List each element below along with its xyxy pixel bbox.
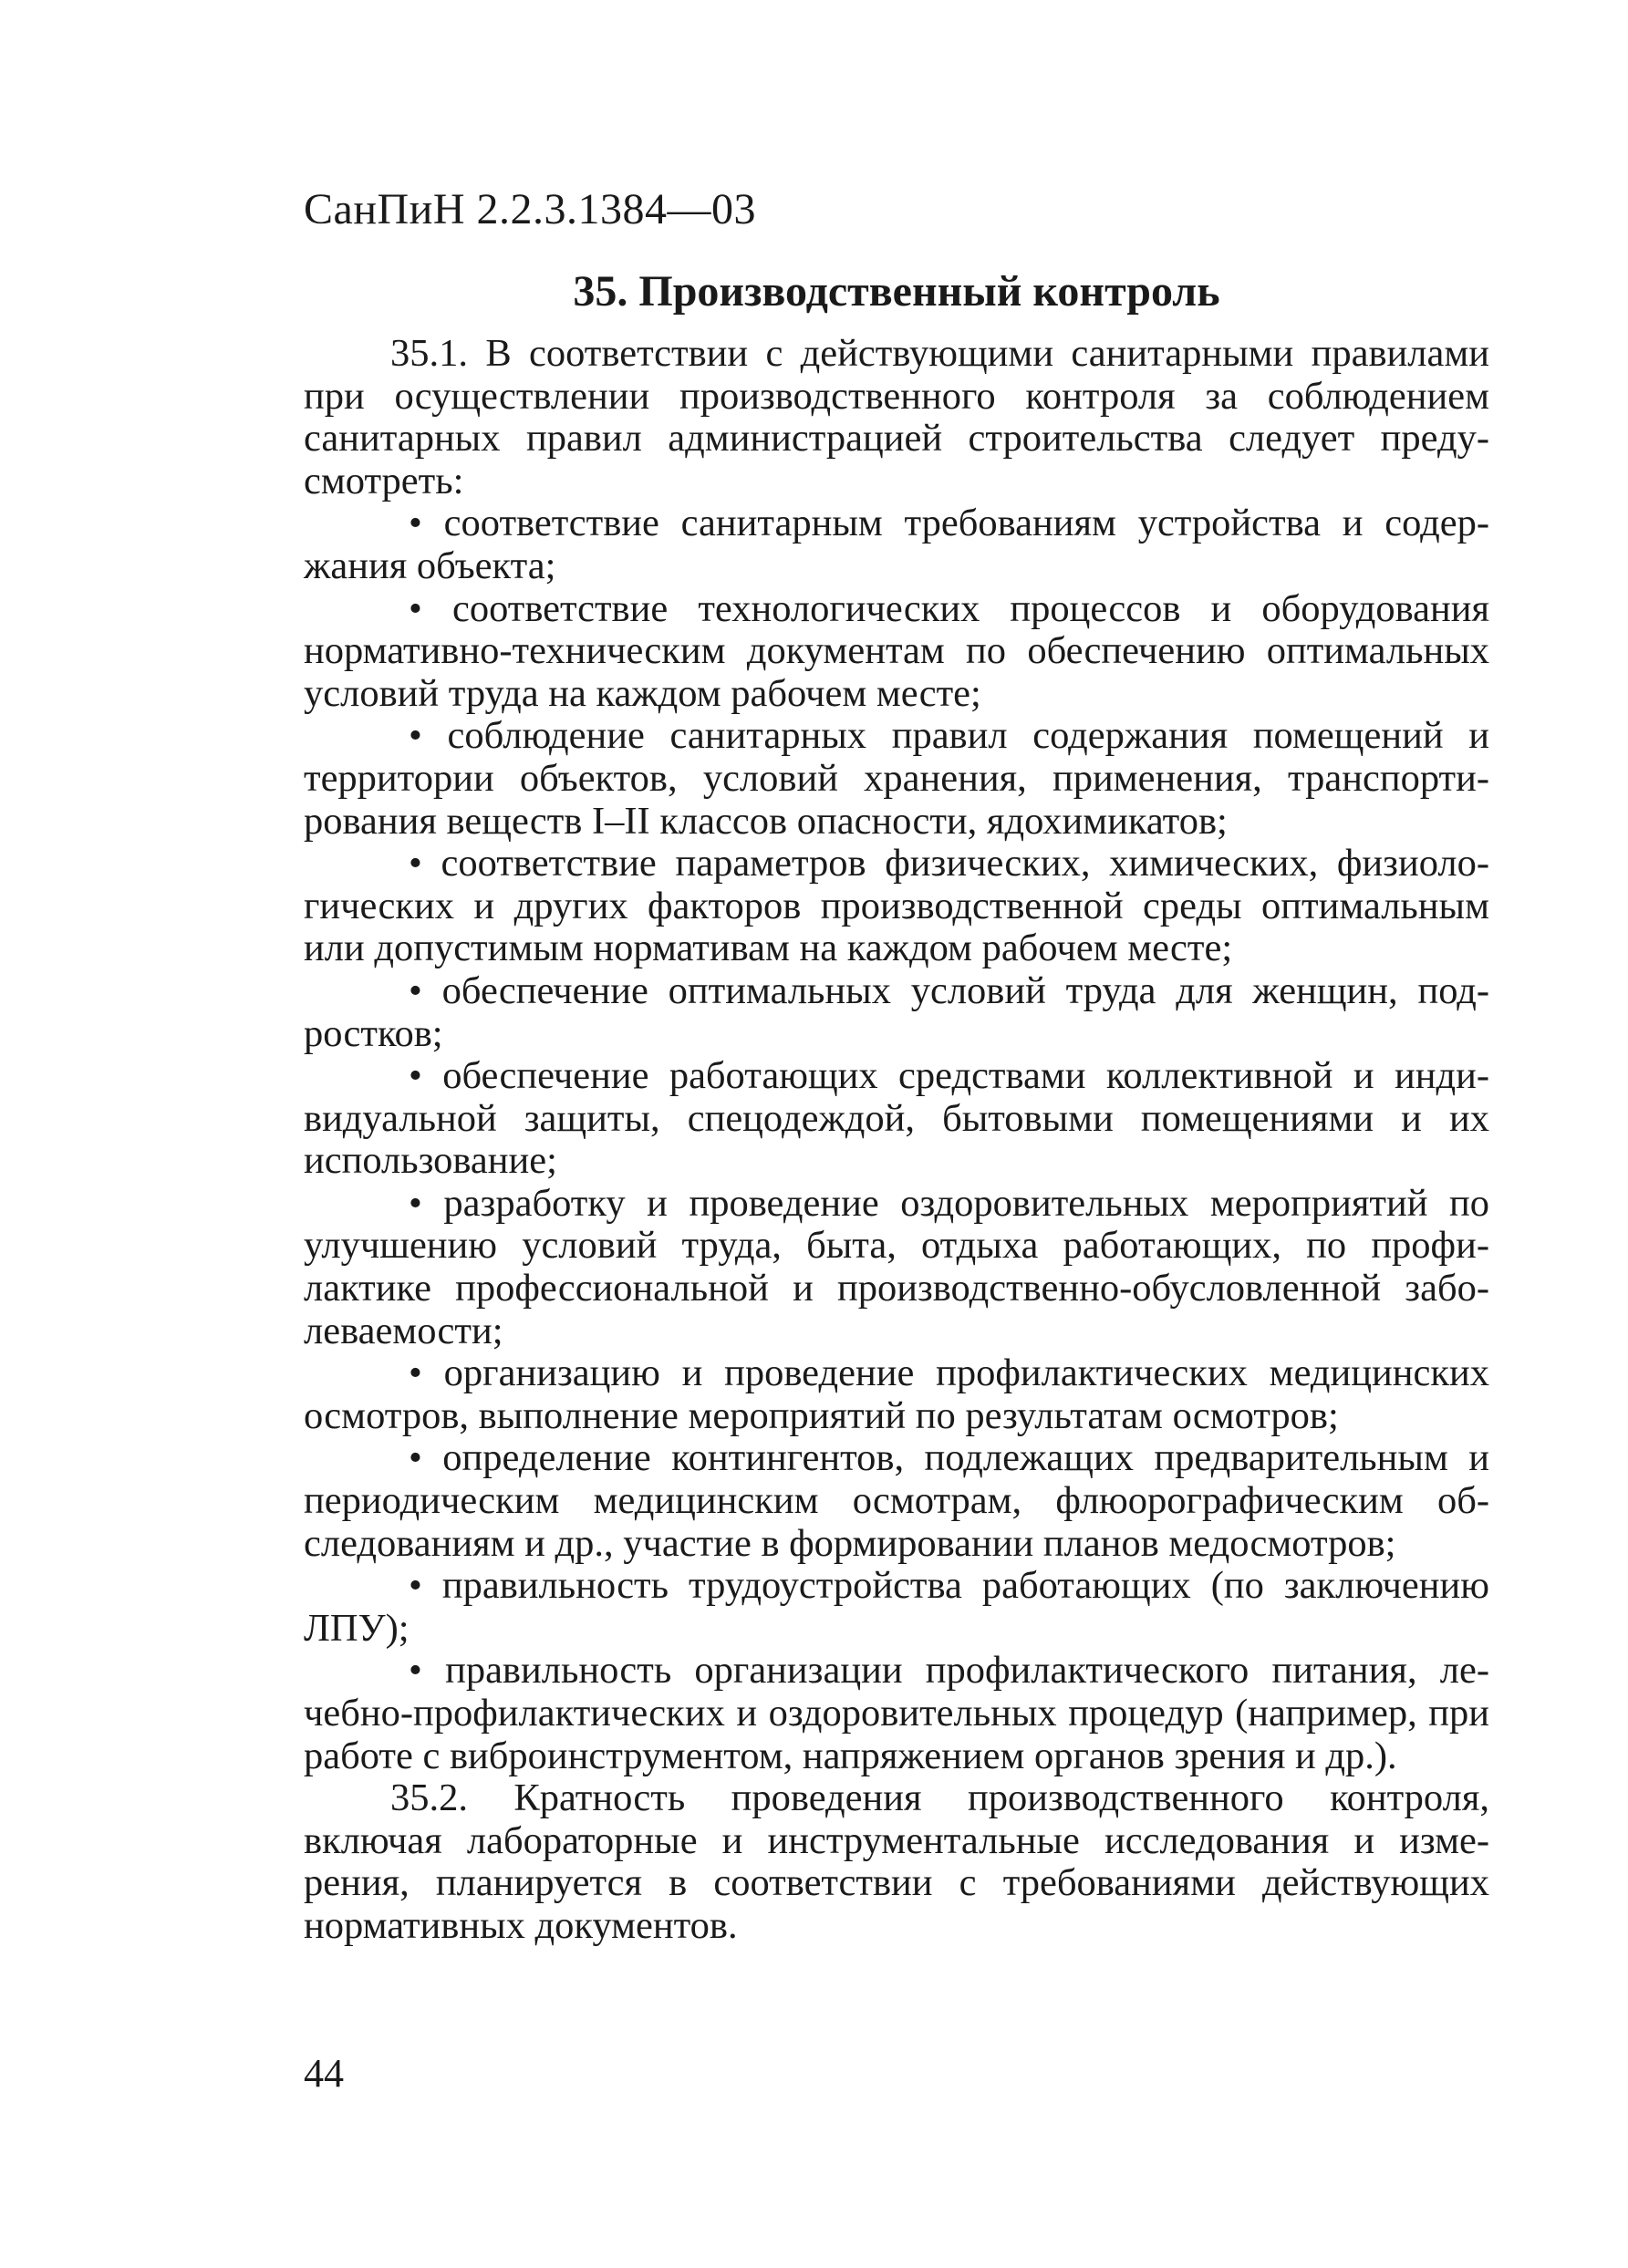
paragraph-35-2: 35.2. Кратность проведения производственного контроля, включая лабораторные и инструментальные исследования и измерения, планируется в соответствии с требованиями действующих нормативных документов. (304, 1776, 1489, 1947)
document-code: СанПиН 2.2.3.1384—03 (304, 185, 757, 233)
list-item: • соответствие технологических процессов и оборудования нормативно-техническим документам по обеспечению оптимальных условий труда на каждом рабочем месте; (304, 586, 1489, 715)
page-number: 44 (304, 2051, 344, 2096)
list-item: • обеспечение оптимальных условий труда для женщин, подростков; (304, 968, 1489, 1055)
list-item: • разработку и проведение оздоровительных мероприятий по улучшению условий труда, быта, отдыха работающих, по профилактике профессиональной и производственно-обусловленной заболеваемости; (304, 1181, 1489, 1352)
list-item: • обеспечение работающих средствами коллективной и индивидуальной защиты, спецодеждой, бытовыми помещениями и их использование; (304, 1054, 1489, 1183)
list-item: • соответствие параметров физических, химических, физиологических и других факторов производственной среды оптимальным или допустимым нормативам на каждом рабочем месте; (304, 842, 1489, 970)
list-item: • соблюдение санитарных правил содержания помещений и территории объектов, условий хранения, применения, транспортирования веществ I–II классов опасности, ядохимикатов; (304, 714, 1489, 843)
list-item: • организацию и проведение профилактических медицинских осмотров, выполнение мероприятий по результатам осмотров; (304, 1351, 1489, 1437)
section-body (304, 333, 1489, 1948)
list-item: • соответствие санитарным требованиям устройства и содержания объекта; (304, 502, 1489, 587)
list-item: • правильность трудоустройства работающих (по заключению ЛПУ); (304, 1564, 1489, 1650)
list-item: • правильность организации профилактического питания, лечебно-профилактических и оздоровительных процедур (например, при работе с виброинструментом, напряжением органов зрения и др.). (304, 1649, 1489, 1777)
paragraph-35-1: 35.1. В соответствии с действующими санитарными правилами при осуществлении производственного контроля за соблюдением санитарных правил администрацией строительства следует предусмотреть: (304, 332, 1489, 502)
list-item: • определение контингентов, подлежащих предварительным и периодическим медицинским осмотрам, флюорографическим обследованиям и др., участие в формировании планов медосмотров; (304, 1436, 1489, 1565)
section-title: 35. Производственный контроль (573, 267, 1220, 316)
document-page (304, 182, 1489, 2189)
